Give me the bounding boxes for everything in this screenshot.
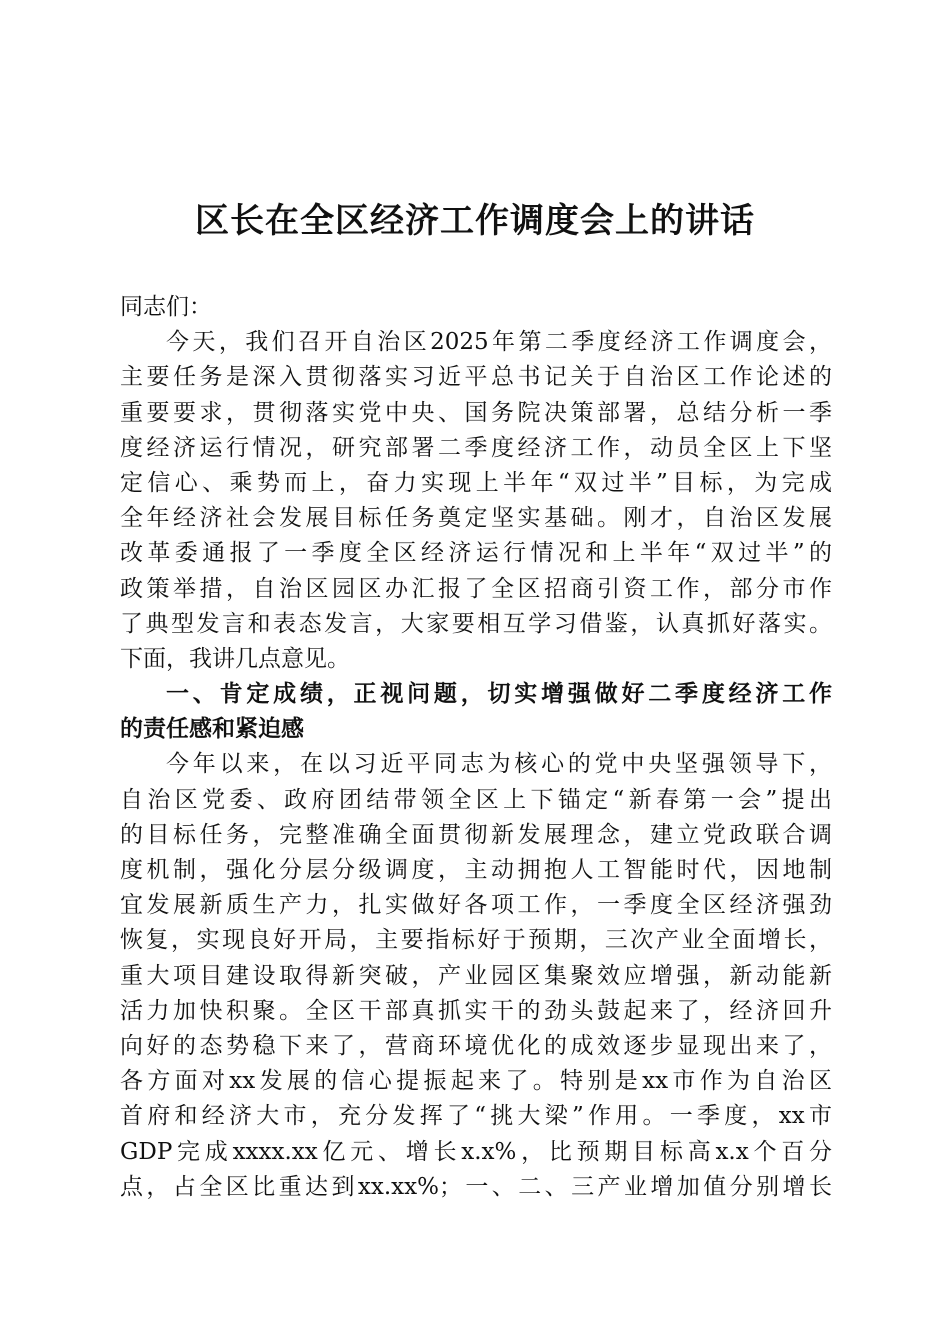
paragraph-line: 今年以来，在以习近平同志为核心的党中央坚强领导下， [166,751,832,778]
paragraph-line: 恢复，实现良好开局，主要指标好于预期，三次产业全面增长， [120,927,832,954]
paragraph-line: 了典型发言和表态发言，大家要相互学习借鉴，认真抓好落实。 [120,610,832,637]
paragraph-line: 重大项目建设取得新突破，产业园区集聚效应增强，新动能新 [120,962,832,989]
paragraph-line: 度经济运行情况，研究部署二季度经济工作，动员全区上下坚 [120,434,832,461]
document-body [120,290,832,1205]
paragraph-line: 重要要求，贯彻落实党中央、国务院决策部署，总结分析一季 [120,399,832,426]
paragraph-line: 各方面对xx发展的信心提振起来了。特别是xx市作为自治区 [120,1068,832,1095]
paragraph-line: 首府和经济大市，充分发挥了“挑大梁”作用。一季度，xx市 [120,1103,832,1130]
paragraph-line: 改革委通报了一季度全区经济运行情况和上半年“双过半”的 [120,540,832,567]
paragraph-line: 今天，我们召开自治区2025年第二季度经济工作调度会， [166,329,832,356]
paragraph-line: 活力加快积聚。全区干部真抓实干的劲头鼓起来了，经济回升 [120,997,832,1024]
section-heading-1 [120,677,832,747]
section-heading-line: 的责任感和紧迫感 [120,716,304,743]
paragraph-line: 主要任务是深入贯彻落实习近平总书记关于自治区工作论述的 [120,364,832,391]
paragraph-line: 点，占全区比重达到xx.xx%；一、二、三产业增加值分别增长 [120,1173,832,1200]
document-title: 区长在全区经济工作调度会上的讲话 [195,201,755,241]
paragraph-line: 定信心、乘势而上，奋力实现上半年“双过半”目标，为完成 [120,469,832,496]
section-heading-line: 一、肯定成绩，正视问题，切实增强做好二季度经济工作 [166,681,832,708]
paragraph-line: 向好的态势稳下来了，营商环境优化的成效逐步显现出来了， [120,1032,832,1059]
paragraph-line: 全年经济社会发展目标任务奠定坚实基础。刚才，自治区发展 [120,505,832,532]
paragraph-line: 自治区党委、政府团结带领全区上下锚定“新春第一会”提出 [120,786,832,813]
salutation: 同志们： [120,294,212,320]
paragraph-line: 下面，我讲几点意见。 [120,645,350,672]
paragraph-line: 的目标任务，完整准确全面贯彻新发展理念，建立党政联合调 [120,821,832,848]
paragraph-achievements [120,747,832,1204]
paragraph-line: GDP完成xxxx.xx亿元、增长x.x%，比预期目标高x.x个百分 [120,1138,832,1165]
paragraph-line: 度机制，强化分层分级调度，主动拥抱人工智能时代，因地制 [120,857,832,883]
paragraph-intro [120,325,832,677]
paragraph-line: 政策举措，自治区园区办汇报了全区招商引资工作，部分市作 [120,575,832,602]
paragraph-line: 宜发展新质生产力，扎实做好各项工作，一季度全区经济强劲 [120,892,832,919]
